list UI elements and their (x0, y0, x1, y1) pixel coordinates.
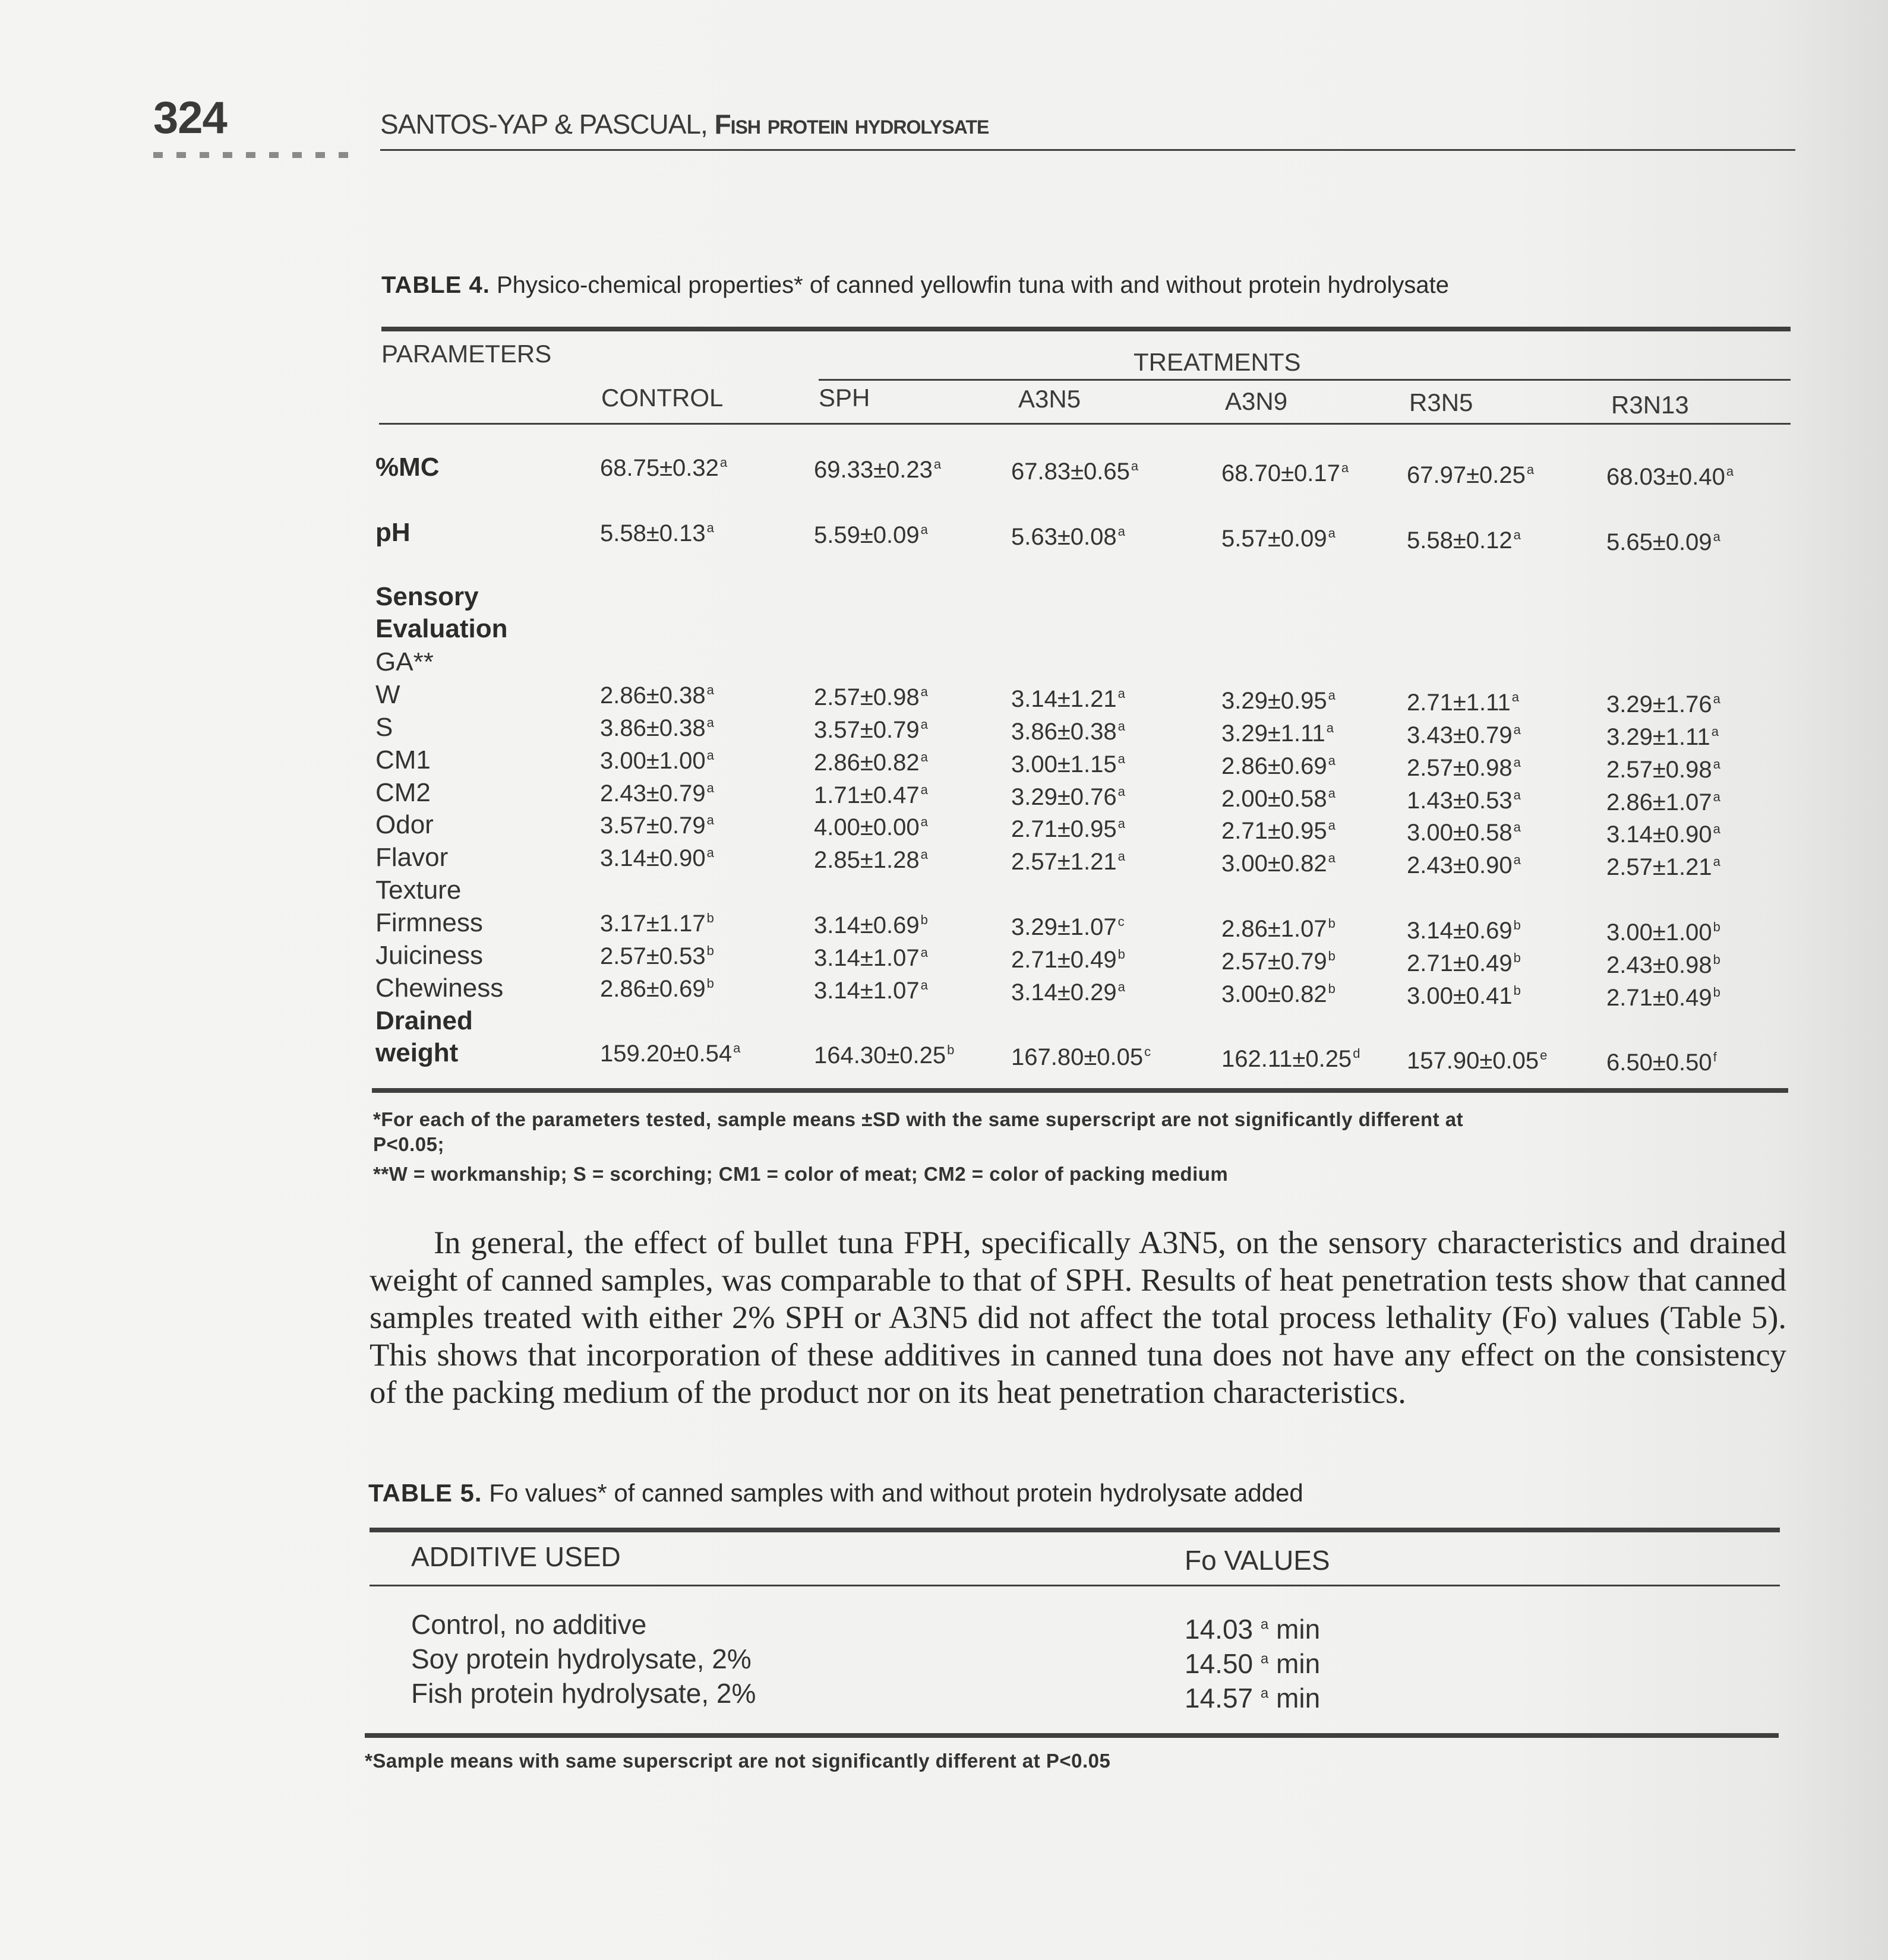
table4-footnote-2: **W = workmanship; S = scorching; CM1 = color of meat; CM2 = color of packing medium (373, 1163, 1229, 1185)
table5-caption (368, 1479, 1303, 1507)
row-drained-cell (1407, 1048, 1547, 1074)
row-flavor-cell (1606, 854, 1720, 881)
row-firmness-cell (1221, 916, 1336, 943)
cell-value: 3.00±0.41 (1407, 983, 1513, 1009)
row-odor-cell (1606, 821, 1720, 848)
cell-superscript: a (920, 945, 928, 960)
row-chewiness-cell (600, 976, 714, 1003)
cell-value: 1.43±0.53 (1407, 788, 1513, 814)
table5-row-fo (1185, 1648, 1320, 1680)
table4-header-treatments: TREATMENTS (1134, 348, 1301, 376)
row-w-cell (600, 682, 714, 709)
cell-value: 68.03±0.40 (1606, 464, 1725, 490)
cell-value: 2.57±0.79 (1221, 949, 1327, 975)
cell-superscript: b (1117, 947, 1125, 962)
row-cm2-cell (1221, 786, 1336, 813)
row-ph-cell (1606, 529, 1720, 556)
running-head-rule (380, 149, 1795, 151)
cell-superscript: a (706, 813, 714, 827)
cell-value: 5.65±0.09 (1606, 529, 1712, 555)
cell-value: 2.57±1.21 (1011, 849, 1117, 875)
row-cm1-label: CM1 (375, 745, 431, 774)
row-chewiness-label: Chewiness (375, 973, 504, 1003)
row-drained-cell (1606, 1049, 1717, 1076)
row-texture-label: Texture (375, 875, 462, 905)
row-ph-cell (1221, 526, 1336, 552)
row-firmness-cell (1606, 919, 1720, 946)
table5-fo-superscript: a (1260, 1651, 1269, 1667)
row-firmness-cell (814, 912, 928, 939)
cell-value: 2.71±0.49 (1606, 985, 1712, 1011)
cell-superscript: a (1328, 786, 1336, 801)
cell-superscript: b (1513, 918, 1521, 932)
row-odor-cell (1011, 816, 1125, 843)
row-chewiness-cell (1407, 983, 1521, 1010)
table4-bottom-rule (372, 1088, 1788, 1093)
row-cm1-cell (1606, 757, 1720, 783)
cell-value: 5.58±0.12 (1407, 527, 1513, 554)
cell-superscript: a (1326, 720, 1334, 735)
body-paragraph: In general, the effect of bullet tuna FPH, specifically A3N5, on the sensory characteristics and drained weight of canned samples, was comparable to that of SPH. Results of heat penetration tests show that canned samples treated with either 2% SPH or A3N5 did not affect the total process lethality (Fo) values (Table 5). This shows that incorporation of these additives in canned tuna does not have any effect on the consistency of the packing medium of the product nor on its heat penetration characteristics. (370, 1224, 1786, 1410)
cell-value: 3.14±0.69 (1407, 918, 1513, 944)
cell-superscript: a (1117, 524, 1125, 539)
cell-superscript: a (733, 1041, 741, 1055)
cell-value: 2.00±0.58 (1221, 786, 1327, 812)
cell-value: 3.29±1.11 (1606, 724, 1710, 750)
row-firmness-label: Firmness (375, 908, 483, 937)
table4-caption (381, 272, 1449, 299)
cell-value: 67.83±0.65 (1011, 459, 1130, 485)
row-mc-cell (1221, 460, 1349, 487)
row-juiciness-label: Juiciness (375, 941, 483, 970)
cell-value: 2.57±0.98 (1407, 755, 1513, 781)
cell-value: 2.71±0.49 (1407, 950, 1513, 976)
table4-label: TABLE 4. (381, 272, 490, 298)
cell-value: 5.59±0.09 (814, 522, 920, 548)
row-flavor-cell (814, 847, 928, 874)
cell-value: 2.57±1.21 (1606, 854, 1712, 880)
row-s-cell (814, 717, 928, 744)
cell-value: 3.57±0.79 (814, 717, 920, 743)
cell-superscript: a (706, 845, 714, 860)
cell-value: 3.00±0.58 (1407, 820, 1513, 846)
row-w-label: W (375, 680, 400, 709)
cell-superscript: b (1713, 985, 1720, 1000)
cell-superscript: c (1144, 1044, 1151, 1059)
row-drained-label: weight (375, 1038, 459, 1067)
row-ph-cell (600, 520, 714, 547)
cell-value: 3.00±1.15 (1011, 751, 1117, 777)
row-flavor-cell (600, 845, 714, 872)
table5-fo-unit: min (1276, 1648, 1321, 1679)
cell-value: 6.50±0.50 (1606, 1049, 1712, 1076)
cell-value: 2.71±0.49 (1011, 947, 1117, 973)
row-flavor-cell (1011, 849, 1125, 875)
cell-superscript: b (1328, 916, 1336, 931)
cell-superscript: a (1711, 724, 1719, 739)
row-mc-cell (600, 455, 727, 482)
table5-fo-superscript: a (1260, 1616, 1269, 1633)
cell-superscript: a (1513, 820, 1521, 834)
table5-row-additive: Soy protein hydrolysate, 2% (411, 1643, 752, 1674)
row-chewiness-cell (1221, 981, 1336, 1008)
cell-value: 167.80±0.05 (1011, 1044, 1144, 1070)
row-w-cell (1221, 688, 1336, 715)
cell-superscript: a (1328, 818, 1336, 833)
row-flavor-label: Flavor (375, 843, 449, 872)
table5-fo-unit: min (1276, 1683, 1321, 1714)
cell-superscript: a (933, 457, 942, 472)
row-cm1-cell (1011, 751, 1125, 778)
table5-header-rule (370, 1585, 1780, 1586)
cell-superscript: a (1513, 722, 1521, 737)
cell-superscript: e (1540, 1048, 1548, 1063)
table4-col-control: CONTROL (601, 384, 724, 412)
cell-superscript: a (1713, 529, 1720, 544)
cell-superscript: d (1353, 1046, 1360, 1061)
cell-superscript: a (1328, 688, 1336, 703)
cell-value: 3.57±0.79 (600, 813, 706, 839)
cell-superscript: a (1117, 849, 1125, 864)
cell-superscript: a (706, 748, 714, 763)
table4-caption-text: Physico-chemical properties* of canned yellowfin tuna with and without protein hydrolysate (496, 272, 1450, 298)
row-drained-title-label: Drained (375, 1006, 473, 1035)
cell-value: 3.29±1.07 (1011, 914, 1117, 940)
row-drained-cell (814, 1042, 954, 1069)
row-sensory-title-2-label: Evaluation (375, 614, 508, 643)
cell-value: 2.86±0.69 (600, 976, 706, 1002)
cell-value: 2.85±1.28 (814, 847, 920, 873)
cell-superscript: a (1117, 979, 1125, 994)
table5-caption-text: Fo values* of canned samples with and without protein hydrolysate added (489, 1479, 1303, 1507)
cell-value: 3.29±0.95 (1221, 688, 1327, 714)
cell-superscript: a (1526, 462, 1535, 477)
row-chewiness-cell (1011, 979, 1125, 1006)
row-cm1-cell (1407, 755, 1521, 782)
row-cm1-cell (600, 748, 714, 774)
row-w-cell (1011, 686, 1125, 713)
row-sensory-title-label: Sensory (375, 582, 479, 611)
row-s-cell (1011, 719, 1125, 745)
row-drained-cell (600, 1041, 740, 1067)
cell-superscript: a (1513, 788, 1521, 802)
cell-value: 3.14±0.69 (814, 912, 920, 938)
row-ph-cell (814, 522, 928, 549)
row-firmness-cell (1011, 914, 1125, 941)
cell-superscript: a (1328, 851, 1336, 865)
row-drained-cell (1221, 1046, 1360, 1073)
running-head (380, 108, 989, 140)
table4-col-a3n5: A3N5 (1018, 385, 1081, 413)
cell-superscript: a (1328, 526, 1336, 540)
cell-value: 69.33±0.23 (814, 457, 933, 483)
row-ga-label: GA** (375, 647, 434, 676)
cell-superscript: b (706, 943, 714, 958)
table4-col-a3n9: A3N9 (1225, 387, 1288, 415)
row-chewiness-cell (1606, 985, 1720, 1011)
row-odor-label: Odor (375, 810, 434, 839)
row-juiciness-cell (600, 943, 714, 970)
row-chewiness-cell (814, 978, 928, 1004)
cell-value: 3.14±1.21 (1011, 686, 1117, 712)
cell-value: 2.86±1.07 (1606, 789, 1712, 815)
cell-superscript: b (1713, 952, 1720, 967)
table5-row-additive: Fish protein hydrolysate, 2% (411, 1678, 756, 1709)
table5-header-additive: ADDITIVE USED (411, 1541, 621, 1572)
cell-superscript: a (719, 455, 728, 470)
cell-superscript: a (1117, 686, 1125, 701)
page-marker-dots (153, 150, 362, 161)
row-s-cell (1606, 724, 1719, 751)
cell-value: 2.71±0.95 (1221, 818, 1327, 844)
cell-superscript: a (1713, 691, 1720, 706)
cell-superscript: a (706, 682, 714, 697)
cell-value: 3.29±0.76 (1011, 784, 1117, 810)
running-head-authors: SANTOS-YAP & PASCUAL, (380, 109, 708, 140)
row-w-cell (1407, 690, 1519, 716)
cell-superscript: a (920, 750, 928, 764)
table5-header-fo: Fo VALUES (1185, 1545, 1330, 1576)
cell-superscript: a (1513, 852, 1521, 867)
row-mc-cell (1407, 462, 1534, 489)
row-s-cell (1407, 722, 1521, 749)
cell-value: 1.71±0.47 (814, 782, 920, 808)
cell-value: 3.00±1.00 (1606, 919, 1712, 946)
cell-superscript: a (1713, 821, 1720, 836)
cell-superscript: b (1713, 919, 1720, 934)
table5-fo-superscript: a (1260, 1685, 1269, 1702)
cell-value: 3.17±1.17 (600, 911, 706, 937)
row-drained-cell (1011, 1044, 1151, 1071)
table4-col-r3n13: R3N13 (1611, 391, 1689, 419)
cell-value: 164.30±0.25 (814, 1042, 946, 1068)
cell-superscript: a (920, 978, 928, 992)
row-ph-cell (1407, 527, 1521, 554)
cell-superscript: b (706, 911, 714, 925)
cell-value: 3.14±1.07 (814, 945, 920, 971)
row-odor-cell (1221, 818, 1336, 845)
cell-value: 2.86±0.69 (1221, 753, 1327, 779)
cell-value: 3.14±1.07 (814, 978, 920, 1004)
row-juiciness-cell (1221, 949, 1336, 975)
row-s-cell (600, 715, 714, 742)
table5-row-additive: Control, no additive (411, 1609, 647, 1640)
cell-value: 2.43±0.90 (1407, 852, 1513, 878)
cell-superscript: a (1513, 527, 1521, 542)
cell-superscript: a (1726, 464, 1734, 479)
cell-value: 157.90±0.05 (1407, 1048, 1539, 1074)
row-juiciness-cell (1407, 950, 1521, 977)
cell-value: 2.86±0.38 (600, 682, 706, 709)
cell-value: 5.63±0.08 (1011, 524, 1117, 550)
cell-value: 159.20±0.54 (600, 1041, 733, 1067)
cell-superscript: a (1131, 459, 1139, 473)
cell-value: 5.58±0.13 (600, 520, 706, 546)
cell-superscript: b (1328, 949, 1336, 963)
row-cm2-label: CM2 (375, 778, 431, 807)
cell-superscript: a (706, 520, 714, 535)
cell-superscript: b (706, 976, 714, 991)
cell-superscript: b (1513, 950, 1521, 965)
cell-value: 2.43±0.79 (600, 780, 706, 807)
row-s-label: S (375, 713, 393, 742)
cell-value: 3.43±0.79 (1407, 722, 1513, 748)
cell-value: 68.70±0.17 (1221, 460, 1340, 486)
row-cm2-cell (1606, 789, 1720, 816)
cell-value: 3.14±0.90 (600, 845, 706, 871)
cell-superscript: a (1713, 854, 1720, 869)
row-ph-label: pH (375, 518, 411, 547)
cell-superscript: f (1713, 1049, 1717, 1064)
row-odor-cell (814, 814, 928, 841)
table4-header-rule (379, 423, 1791, 425)
cell-value: 2.57±0.53 (600, 943, 706, 969)
table5-label: TABLE 5. (368, 1479, 482, 1507)
table5-footnote: *Sample means with same superscript are not significantly different at P<0.05 (365, 1750, 1111, 1772)
cell-superscript: a (920, 522, 928, 537)
cell-value: 3.29±1.11 (1221, 720, 1325, 747)
row-ph-cell (1011, 524, 1125, 551)
row-cm1-cell (1221, 753, 1336, 780)
cell-superscript: a (920, 782, 928, 797)
cell-value: 3.86±0.38 (600, 715, 706, 741)
row-w-cell (1606, 691, 1720, 718)
cell-value: 5.57±0.09 (1221, 526, 1327, 552)
cell-superscript: a (920, 847, 928, 862)
table5-fo-value: 14.57 (1185, 1683, 1254, 1714)
cell-value: 67.97±0.25 (1407, 462, 1526, 488)
cell-superscript: a (1513, 755, 1521, 770)
cell-superscript: a (920, 814, 928, 829)
cell-superscript: a (1117, 751, 1125, 766)
row-cm2-cell (1407, 788, 1521, 814)
cell-superscript: a (920, 684, 928, 699)
cell-value: 3.00±1.00 (600, 748, 706, 774)
cell-superscript: a (1341, 460, 1349, 475)
cell-value: 3.86±0.38 (1011, 719, 1117, 745)
table4-col-sph: SPH (819, 384, 870, 412)
row-odor-cell (600, 813, 714, 839)
row-firmness-cell (1407, 918, 1521, 944)
row-odor-cell (1407, 820, 1521, 846)
table4-col-r3n5: R3N5 (1409, 388, 1473, 416)
cell-superscript: b (1328, 981, 1336, 996)
row-juiciness-cell (1011, 947, 1125, 973)
page-number: 324 (153, 93, 227, 143)
cell-value: 162.11±0.25 (1221, 1046, 1352, 1072)
cell-superscript: a (706, 715, 714, 730)
row-cm2-cell (814, 782, 928, 809)
cell-value: 2.86±0.82 (814, 750, 920, 776)
cell-value: 4.00±0.00 (814, 814, 920, 840)
table5-fo-unit: min (1276, 1614, 1321, 1645)
cell-superscript: a (1117, 719, 1125, 734)
row-mc-cell (1011, 459, 1138, 485)
table5-bottom-rule (365, 1733, 1779, 1738)
table4-treatments-rule (819, 379, 1791, 381)
table5-row-fo (1185, 1682, 1320, 1714)
row-cm2-cell (600, 780, 714, 807)
cell-value: 3.00±0.82 (1221, 851, 1327, 877)
row-mc-label: %MC (375, 453, 440, 482)
cell-superscript: b (947, 1042, 955, 1057)
table4-top-rule (381, 327, 1791, 331)
cell-superscript: a (1713, 757, 1720, 772)
cell-superscript: a (706, 780, 714, 795)
cell-value: 68.75±0.32 (600, 455, 719, 481)
row-cm1-cell (814, 750, 928, 776)
row-s-cell (1221, 720, 1334, 747)
table5-fo-value: 14.03 (1185, 1614, 1254, 1645)
cell-value: 2.43±0.98 (1606, 952, 1712, 978)
table4-footnote-1b: P<0.05; (373, 1133, 444, 1155)
row-mc-cell (814, 457, 941, 483)
cell-superscript: b (920, 912, 928, 927)
cell-superscript: a (1511, 690, 1519, 704)
cell-value: 3.14±0.90 (1606, 821, 1712, 848)
cell-superscript: c (1117, 914, 1125, 929)
cell-value: 2.71±0.95 (1011, 816, 1117, 842)
row-flavor-cell (1221, 851, 1336, 877)
row-firmness-cell (600, 911, 714, 937)
table5-top-rule (370, 1528, 1780, 1532)
cell-value: 3.14±0.29 (1011, 979, 1117, 1006)
row-w-cell (814, 684, 928, 711)
row-flavor-cell (1407, 852, 1521, 879)
row-cm2-cell (1011, 784, 1125, 811)
table5-fo-value: 14.50 (1185, 1648, 1254, 1679)
cell-value: 2.71±1.11 (1407, 690, 1511, 716)
table4-header-parameters: PARAMETERS (381, 340, 552, 368)
table5-row-fo (1185, 1613, 1320, 1645)
cell-value: 2.57±0.98 (1606, 757, 1712, 783)
running-head-title: Fish protein hydrolysate (714, 109, 989, 140)
cell-superscript: a (1713, 789, 1720, 804)
cell-superscript: a (1117, 816, 1125, 831)
cell-value: 2.86±1.07 (1221, 916, 1327, 942)
cell-superscript: a (1117, 784, 1125, 799)
table4-footnote-1: *For each of the parameters tested, sample means ±SD with the same superscript are not significantly different at (373, 1108, 1464, 1130)
cell-value: 3.00±0.82 (1221, 981, 1327, 1007)
row-juiciness-cell (814, 945, 928, 972)
cell-superscript: a (920, 717, 928, 732)
row-mc-cell (1606, 464, 1734, 491)
cell-superscript: a (1328, 753, 1336, 768)
cell-superscript: b (1513, 983, 1521, 998)
row-juiciness-cell (1606, 952, 1720, 979)
cell-value: 3.29±1.76 (1606, 691, 1712, 717)
cell-value: 2.57±0.98 (814, 684, 920, 710)
